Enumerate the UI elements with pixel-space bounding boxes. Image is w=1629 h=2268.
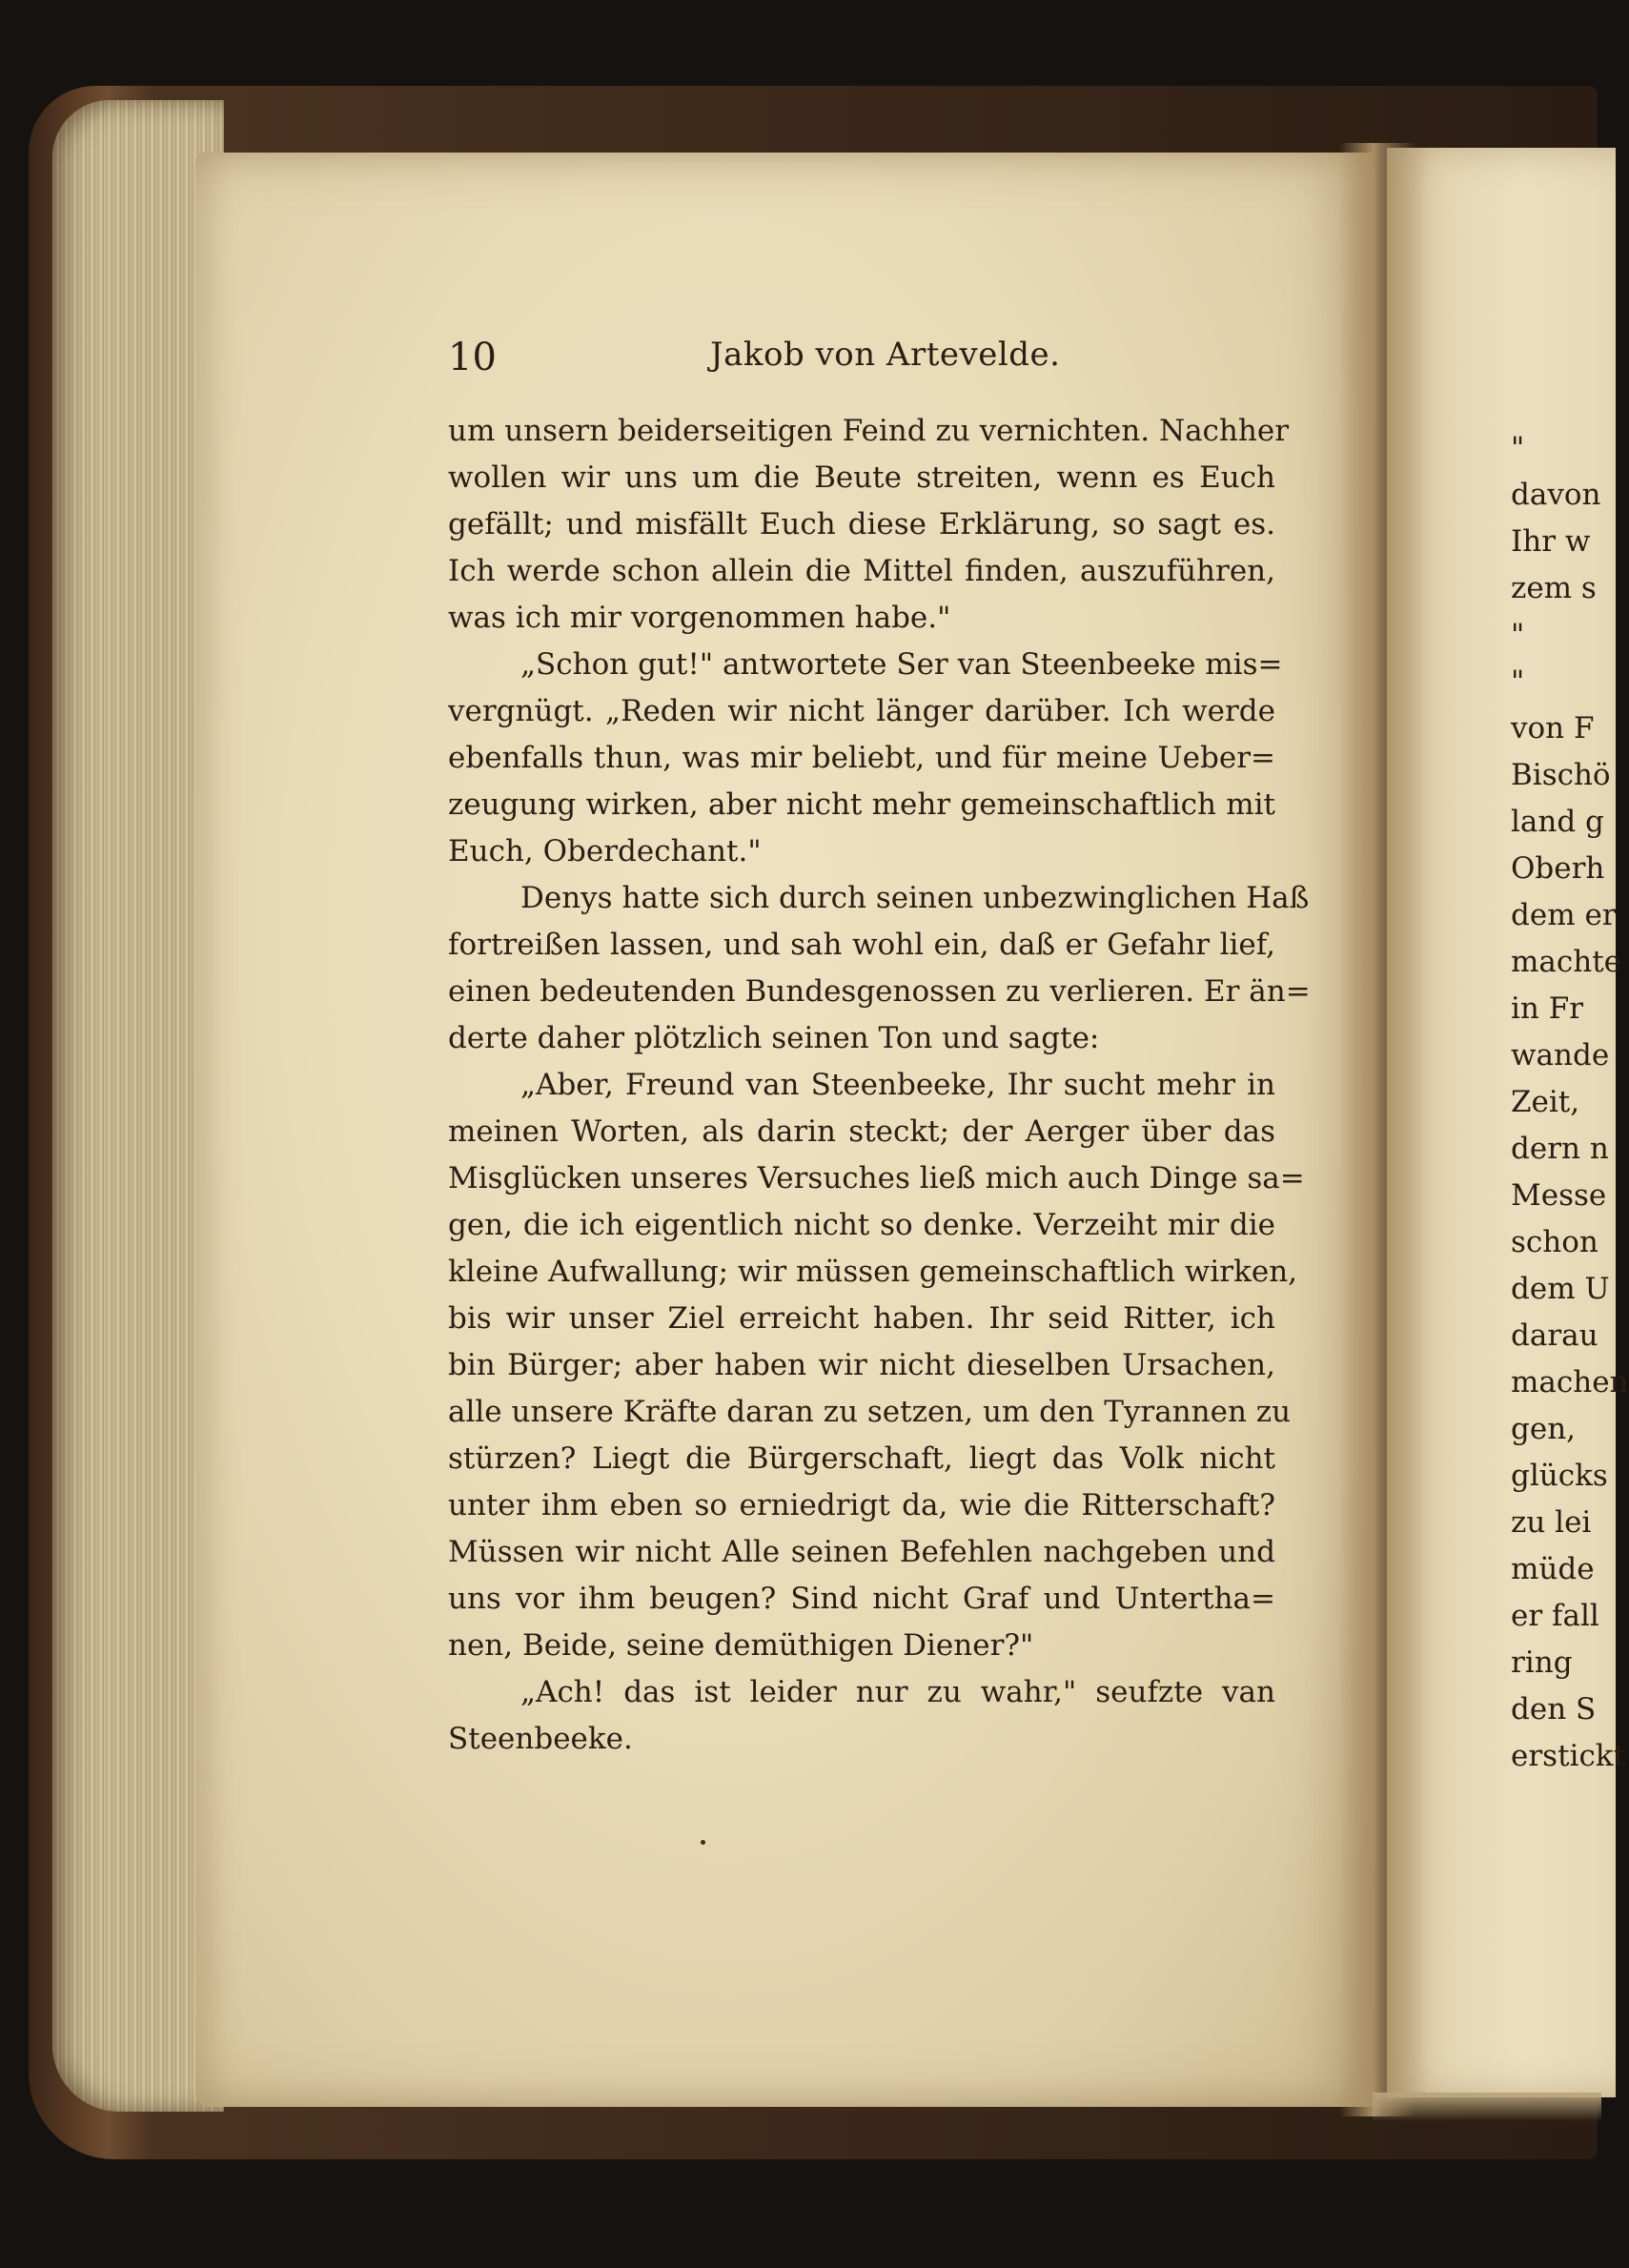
text-line: unter ihm eben so erniedrigt da, wie die Ritterschaft? bbox=[448, 1488, 1275, 1522]
right-text-fragment: Oberh bbox=[1511, 851, 1605, 886]
text-line: zeugung wirken, aber nicht mehr gemeinschaftlich mit bbox=[448, 787, 1275, 822]
text-line: vergnügt. „Reden wir nicht länger darüber. Ich werde bbox=[448, 694, 1275, 728]
text-line: ebenfalls thun, was mir beliebt, und für meine Ueber= bbox=[448, 741, 1275, 775]
right-text-fragment: machen bbox=[1511, 1365, 1629, 1400]
text-line: Misglücken unseres Versuches ließ mich auch Dinge sa= bbox=[448, 1161, 1305, 1195]
text-line: Müssen wir nicht Alle seinen Befehlen nachgeben und bbox=[448, 1535, 1275, 1569]
text-line: alle unsere Kräfte daran zu setzen, um den Tyrannen zu bbox=[448, 1395, 1292, 1429]
text-line: was ich mir vorgenommen habe." bbox=[448, 601, 951, 635]
right-page-shadow bbox=[1373, 2093, 1601, 2121]
right-text-fragment: machte bbox=[1511, 945, 1622, 979]
text-line: meinen Worten, als darin steckt; der Aerger über das bbox=[448, 1114, 1275, 1149]
right-text-fragment: er fall bbox=[1511, 1599, 1599, 1633]
text-line: „Schon gut!" antwortete Ser van Steenbeeke mis= bbox=[520, 647, 1283, 682]
right-text-fragment: zem s bbox=[1511, 571, 1597, 605]
text-line: bis wir unser Ziel erreicht haben. Ihr seid Ritter, ich bbox=[448, 1301, 1275, 1336]
text-line: um unsern beiderseitigen Feind zu vernichten. Nachher bbox=[448, 414, 1290, 448]
right-text-fragment: " bbox=[1511, 664, 1525, 699]
text-line: einen bedeutenden Bundesgenossen zu verlieren. Er än= bbox=[448, 974, 1311, 1009]
text-line: nen, Beide, seine demüthigen Diener?" bbox=[448, 1628, 1034, 1663]
paper-speck bbox=[701, 1840, 705, 1845]
right-text-fragment: in Fr bbox=[1511, 991, 1584, 1026]
right-text-fragment: von F bbox=[1511, 711, 1595, 746]
right-text-fragment: darau bbox=[1511, 1318, 1598, 1353]
text-line: derte daher plötzlich seinen Ton und sagte: bbox=[448, 1021, 1100, 1055]
right-text-fragment: dem er bbox=[1511, 898, 1617, 932]
text-line: Euch, Oberdechant." bbox=[448, 834, 762, 868]
right-text-fragment: land g bbox=[1511, 805, 1604, 839]
text-line: Steenbeeke. bbox=[448, 1722, 633, 1756]
text-line: wollen wir uns um die Beute streiten, wenn es Euch bbox=[448, 460, 1275, 495]
right-text-fragment: glücks bbox=[1511, 1459, 1608, 1493]
text-line: gen, die ich eigentlich nicht so denke. Verzeiht mir die bbox=[448, 1208, 1275, 1242]
right-text-fragment: " bbox=[1511, 618, 1525, 652]
left-page-text bbox=[448, 408, 1311, 1763]
right-text-fragment: dern n bbox=[1511, 1132, 1609, 1166]
right-text-fragment: " bbox=[1511, 431, 1525, 465]
right-text-fragment: Messe bbox=[1511, 1178, 1607, 1213]
right-text-fragment: erstickt bbox=[1511, 1739, 1626, 1773]
right-text-fragment: den S bbox=[1511, 1692, 1597, 1727]
right-text-fragment: schon bbox=[1511, 1225, 1598, 1259]
text-line: fortreißen lassen, und sah wohl ein, daß er Gefahr lief, bbox=[448, 928, 1275, 962]
text-line: uns vor ihm beugen? Sind nicht Graf und Untertha= bbox=[448, 1582, 1275, 1616]
text-line: bin Bürger; aber haben wir nicht dieselben Ursachen, bbox=[448, 1348, 1275, 1382]
text-line: „Ach! das ist leider nur zu wahr," seufzte van bbox=[520, 1675, 1275, 1709]
text-line: „Aber, Freund van Steenbeeke, Ihr sucht mehr in bbox=[520, 1068, 1275, 1102]
right-text-fragment: ring bbox=[1511, 1645, 1573, 1680]
text-line: Denys hatte sich durch seinen unbezwinglichen Haß bbox=[520, 881, 1310, 915]
running-title: Jakob von Artevelde. bbox=[710, 336, 1061, 374]
text-line: Ich werde schon allein die Mittel finden, auszuführen, bbox=[448, 554, 1275, 588]
right-text-fragment: Ihr w bbox=[1511, 524, 1591, 559]
right-page-text-fragments bbox=[1511, 425, 1629, 1780]
right-text-fragment: müde bbox=[1511, 1552, 1595, 1586]
page-number: 10 bbox=[448, 336, 497, 379]
right-text-fragment: wande bbox=[1511, 1038, 1610, 1073]
text-line: stürzen? Liegt die Bürgerschaft, liegt das Volk nicht bbox=[448, 1441, 1275, 1476]
right-text-fragment: dem U bbox=[1511, 1272, 1610, 1306]
right-text-fragment: zu lei bbox=[1511, 1505, 1592, 1540]
right-text-fragment: Zeit, bbox=[1511, 1085, 1580, 1119]
right-text-fragment: davon bbox=[1511, 478, 1601, 512]
right-text-fragment: gen, bbox=[1511, 1412, 1577, 1446]
running-head bbox=[448, 336, 1344, 383]
text-line: gefällt; und misfällt Euch diese Erklärung, so sagt es. bbox=[448, 507, 1275, 541]
right-text-fragment: Bischö bbox=[1511, 758, 1611, 792]
text-line: kleine Aufwallung; wir müssen gemeinschaftlich wirken, bbox=[448, 1255, 1298, 1289]
